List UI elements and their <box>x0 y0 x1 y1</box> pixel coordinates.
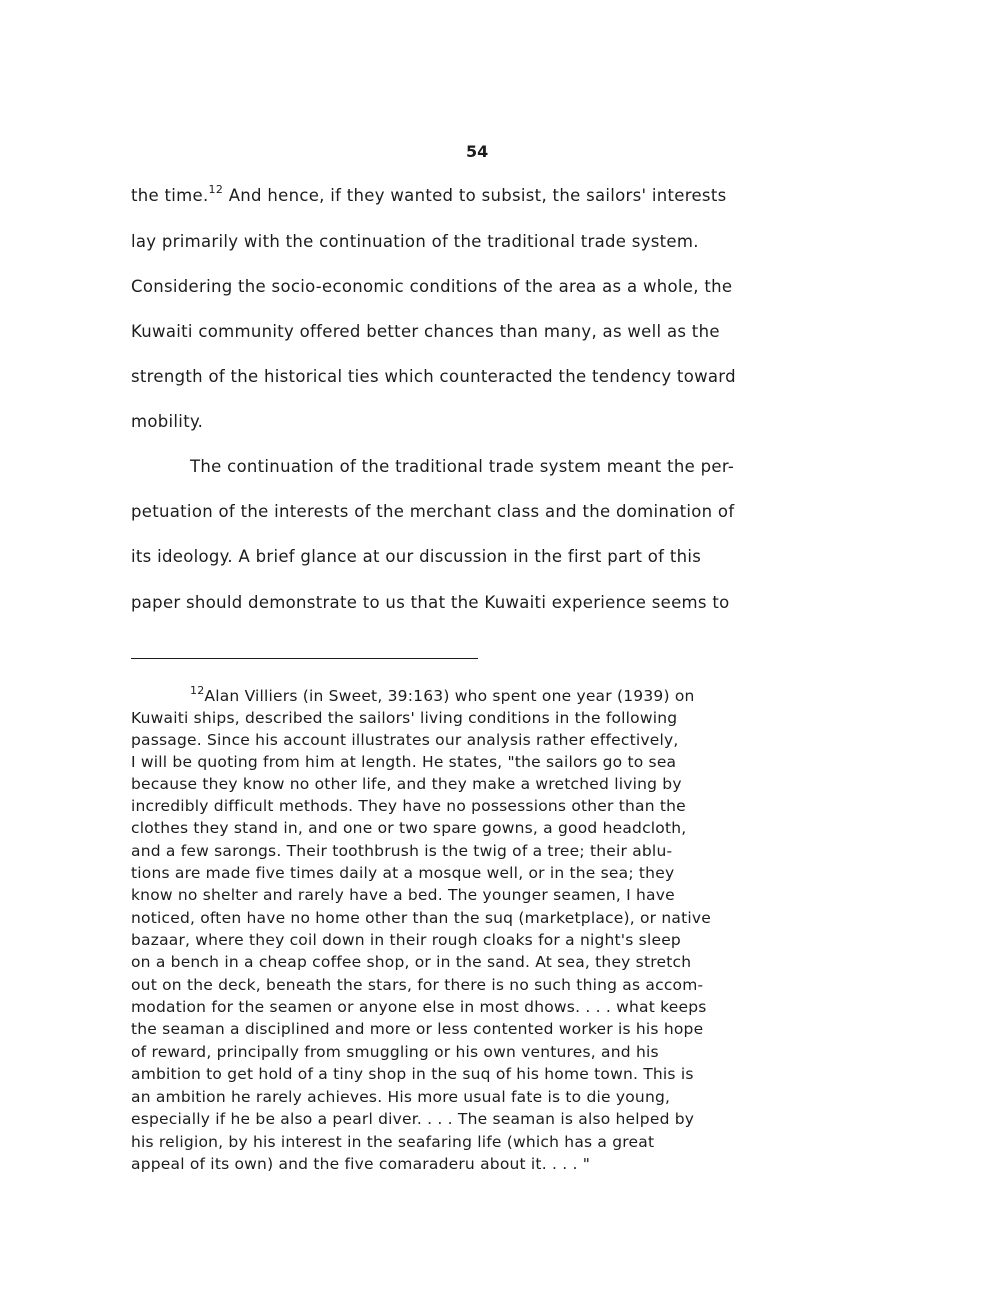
footnote-line-4: I will be quoting from him at length. He states, "the sailors go to sea <box>131 753 677 771</box>
footnote-line-14: out on the deck, beneath the stars, for there is no such thing as accom- <box>131 976 704 994</box>
footnote-line-19: an ambition he rarely achieves. His more usual fate is to die young, <box>131 1088 671 1106</box>
footnote-line-1 <box>190 684 695 705</box>
footnote-line-9: tions are made five times daily at a mosque well, or in the sea; they <box>131 864 675 882</box>
body-line-2: lay primarily with the continuation of the traditional trade system. <box>131 232 699 251</box>
body-line-4: Kuwaiti community offered better chances than many, as well as the <box>131 322 720 341</box>
body-line-1-start: the time. <box>131 186 209 205</box>
footnote-line-6: incredibly difficult methods. They have no possessions other than the <box>131 797 686 815</box>
body-line-1 <box>131 183 727 205</box>
footnote-line-13: on a bench in a cheap coffee shop, or in the sand. At sea, they stretch <box>131 953 692 971</box>
body-line-1-end: And hence, if they wanted to subsist, the sailors' interests <box>223 186 727 205</box>
page-number: 54 <box>466 142 489 161</box>
footnote-line-16: the seaman a disciplined and more or less contented worker is his hope <box>131 1020 704 1038</box>
body-line-9: its ideology. A brief glance at our discussion in the first part of this <box>131 547 702 566</box>
footnote-line-17: of reward, principally from smuggling or his own ventures, and his <box>131 1043 659 1061</box>
footnote-separator <box>131 658 478 659</box>
footnote-line-1-text: Alan Villiers (in Sweet, 39:163) who spent one year (1939) on <box>204 687 695 705</box>
body-line-7: The continuation of the traditional trade system meant the per- <box>190 457 735 476</box>
body-line-10: paper should demonstrate to us that the Kuwaiti experience seems to <box>131 593 730 612</box>
footnote-line-20: especially if he be also a pearl diver. . . . The seaman is also helped by <box>131 1110 695 1128</box>
footnote-line-7: clothes they stand in, and one or two spare gowns, a good headcloth, <box>131 819 687 837</box>
footnote-line-8: and a few sarongs. Their toothbrush is the twig of a tree; their ablu- <box>131 842 673 860</box>
footnote-line-18: ambition to get hold of a tiny shop in the suq of his home town. This is <box>131 1065 694 1083</box>
footnote-line-10: know no shelter and rarely have a bed. The younger seamen, I have <box>131 886 675 904</box>
footnote-line-15: modation for the seamen or anyone else in most dhows. . . . what keeps <box>131 998 707 1016</box>
body-line-6: mobility. <box>131 412 204 431</box>
footnote-line-3: passage. Since his account illustrates our analysis rather effectively, <box>131 731 679 749</box>
body-line-8: petuation of the interests of the merchant class and the domination of <box>131 502 735 521</box>
footnote-line-5: because they know no other life, and they make a wretched living by <box>131 775 682 793</box>
body-line-3: Considering the socio-economic conditions of the area as a whole, the <box>131 277 733 296</box>
footnote-line-22: appeal of its own) and the five comaraderu about it. . . . " <box>131 1155 591 1173</box>
footnote-line-2: Kuwaiti ships, described the sailors' living conditions in the following <box>131 709 678 727</box>
footnote-line-12: bazaar, where they coil down in their rough cloaks for a night's sleep <box>131 931 681 949</box>
footnote-number: 12 <box>190 684 205 697</box>
footnote-line-11: noticed, often have no home other than the suq (marketplace), or native <box>131 909 711 927</box>
body-line-5: strength of the historical ties which counteracted the tendency toward <box>131 367 736 386</box>
footnote-line-21: his religion, by his interest in the seafaring life (which has a great <box>131 1133 655 1151</box>
footnote-reference: 12 <box>208 183 224 196</box>
